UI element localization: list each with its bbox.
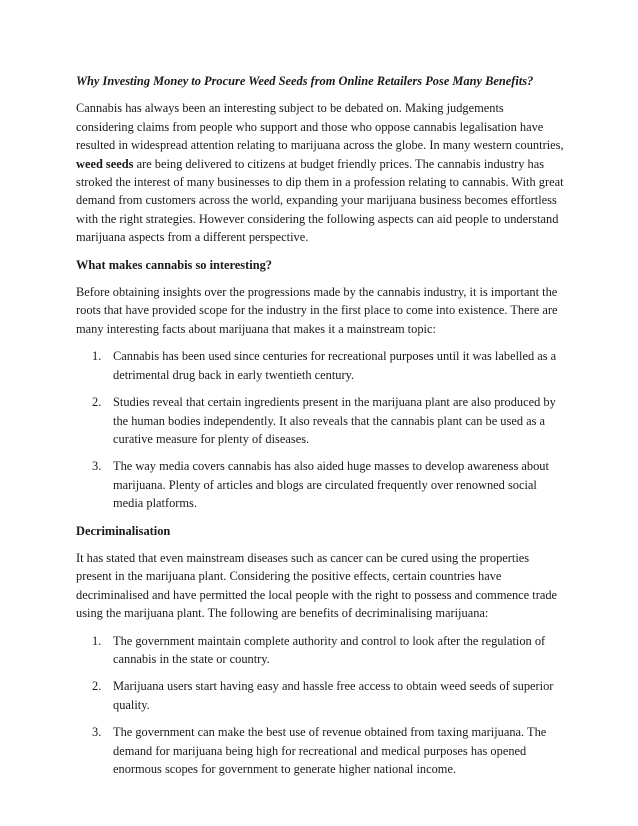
list-item-number: 1.: [92, 633, 102, 648]
section-heading-decriminalisation: Decriminalisation: [76, 523, 171, 538]
list-item: [76, 677, 564, 714]
list-item-text: Cannabis has been used since centuries for recreational purposes until it was labelled as a detrimental drug back in early twentieth century.: [113, 349, 557, 382]
weed-seeds-keyword: weed seeds: [76, 156, 134, 171]
list-item: [76, 393, 564, 448]
list-item-text: The government can make the best use of revenue obtained from taxing marijuana. The demand for marijuana being high for recreational and medical purposes has opened enormous scopes for government to generate higher national income.: [113, 725, 547, 776]
list-item: [76, 347, 564, 384]
section-paragraph-decriminalisation: It has stated that even mainstream diseases such as cancer can be cured using the properties present in the marijuana plant. Considering the positive effects, certain countries have decriminalised and have permitted the local people with the right to possess and commence trade using the marijuana plant. The following are benefits of decriminalising marijuana:: [76, 550, 558, 621]
list-item-number: 3.: [92, 725, 102, 740]
intro-paragraph: [76, 99, 564, 246]
list-item-text: Marijuana users start having easy and hassle free access to obtain weed seeds of superior quality.: [113, 679, 554, 712]
document-title: Why Investing Money to Procure Weed Seeds from Online Retailers Pose Many Benefits?: [76, 74, 534, 88]
list-item-text: The way media covers cannabis has also aided huge masses to develop awareness about marijuana. Plenty of articles and blogs are circulated frequently over renowned social media platforms.: [113, 459, 549, 511]
list-item-number: 2.: [92, 679, 102, 694]
list-item-number: 3.: [92, 459, 102, 474]
intro-text-after: are being delivered to citizens at budget friendly prices. The cannabis industry has stroked the interest of many businesses to dip them in a profession relating to cannabis. With great demand from customers across the world, expanding your marijuana business becomes effortless with the right strategies. However considering the following aspects can aid people to understand marijuana aspects from a different perspective.: [76, 156, 564, 245]
list-item-text: The government maintain complete authority and control to look after the regulation of cannabis in the state or country.: [113, 633, 546, 666]
list-item-number: 2.: [92, 395, 102, 410]
intro-text-before: Cannabis has always been an interesting subject to be debated on. Making judgements considering claims from people who support and those who oppose cannabis legalisation have resulted in widespread attention relating to marijuana across the globe. In many western countries,: [76, 101, 564, 153]
section-heading-interesting: What makes cannabis so interesting?: [76, 257, 272, 272]
document-page: [76, 72, 564, 787]
interesting-facts-list: [76, 347, 564, 512]
list-item-number: 1.: [92, 349, 102, 364]
section-paragraph-interesting: Before obtaining insights over the progressions made by the cannabis industry, it is important the roots that have provided scope for the industry in the first place to come into existence. There are many interesting facts about marijuana that makes it a mainstream topic:: [76, 285, 558, 336]
decriminalisation-benefits-list: [76, 632, 564, 779]
list-item-text: Studies reveal that certain ingredients present in the marijuana plant are also produced by the human bodies independently. It also reveals that the cannabis plant can be used as a curative measure for plenty of diseases.: [113, 395, 556, 446]
list-item: [76, 723, 564, 778]
list-item: [76, 632, 564, 669]
list-item: [76, 457, 564, 512]
